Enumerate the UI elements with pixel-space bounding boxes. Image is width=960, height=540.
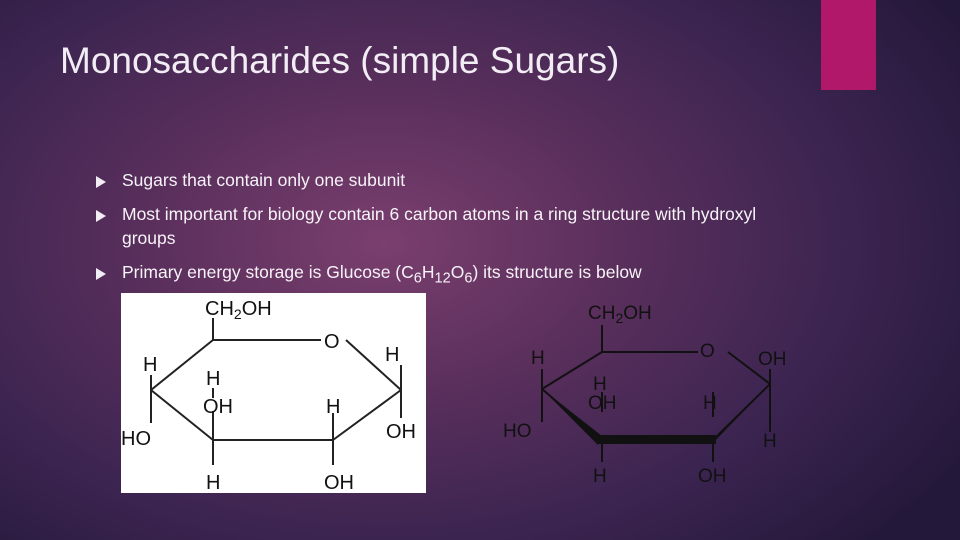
bullet-arrow-icon	[96, 210, 106, 222]
atom-label: H	[326, 396, 341, 418]
bullet-arrow-icon	[96, 176, 106, 188]
atom-label: H	[593, 466, 607, 487]
glucose-structure-haworth	[498, 297, 818, 497]
bullet-text: Sugars that contain only one subunit	[122, 170, 406, 190]
atom-label: OH	[758, 349, 787, 370]
atom-label: H	[763, 431, 777, 452]
slide-title: Monosaccharides (simple Sugars)	[60, 40, 620, 81]
glucose-structure-flat	[121, 293, 426, 493]
svg-text:CH2OH: $CH_2OH$	[588, 303, 652, 326]
atom-label: H	[593, 374, 607, 395]
atom-label: OH	[588, 393, 617, 414]
atom-label: H	[385, 344, 400, 366]
ch2oh-label: CH	[205, 298, 234, 320]
atom-label: OH	[386, 421, 416, 443]
ch2oh-label: CH	[588, 303, 616, 324]
accent-bar	[821, 0, 876, 90]
ring-oxygen-label: O	[324, 331, 340, 353]
bullet-item	[96, 168, 796, 192]
bullet-text: Most important for biology contain 6 carbon atoms in a ring structure with hydroxyl groups	[122, 204, 757, 248]
bullet-list	[96, 168, 796, 301]
atom-label: H	[206, 368, 221, 390]
bullet-text: Primary energy storage is Glucose $(C_6H_{12}O_6)$ its structure is below	[122, 262, 642, 287]
svg-text:CH2OH: $CH_2OH$	[205, 298, 272, 322]
atom-label: OH	[698, 466, 727, 487]
atom-label: H	[206, 472, 221, 493]
glucose-flat-diagram	[121, 293, 426, 493]
atom-label: H	[703, 393, 717, 414]
atom-label: H	[531, 348, 545, 369]
glucose-haworth-diagram	[498, 297, 818, 497]
atom-label: OH	[203, 396, 233, 418]
atom-label: H	[143, 354, 158, 376]
bullet-item	[96, 202, 796, 250]
atom-label: HO	[121, 428, 151, 450]
bullet-item	[96, 260, 796, 291]
bullet-arrow-icon	[96, 268, 106, 280]
atom-label: OH	[324, 472, 354, 493]
ring-oxygen-label: O	[700, 341, 715, 362]
atom-label: HO	[503, 421, 532, 442]
